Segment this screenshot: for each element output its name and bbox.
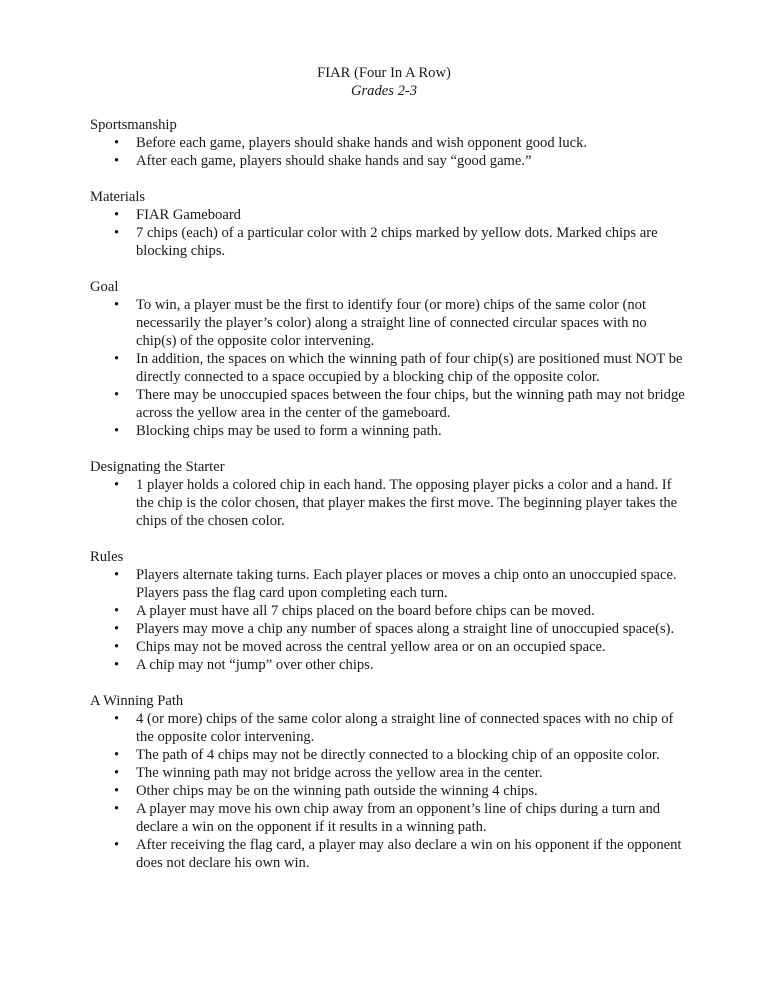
- section: [90, 188, 690, 260]
- section: [90, 548, 690, 674]
- list-item: • Blocking chips may be used to form a winning path.: [90, 422, 690, 440]
- list-item: • Chips may not be moved across the central yellow area or on an occupied space.: [90, 638, 690, 656]
- section: [90, 116, 690, 170]
- list-item: • Players alternate taking turns. Each player places or moves a chip onto an unoccupied space. Players pass the flag card upon completing each turn.: [90, 566, 690, 602]
- section-heading: Materials: [90, 189, 146, 205]
- list-item: • FIAR Gameboard: [90, 206, 690, 224]
- list-item: • A chip may not “jump” over other chips.: [90, 656, 690, 674]
- section: [90, 692, 690, 872]
- section: [90, 458, 690, 530]
- bullet-list: [90, 134, 690, 170]
- list-item: • There may be unoccupied spaces between the four chips, but the winning path may not bridge across the yellow area in the center of the gameboard.: [90, 386, 690, 422]
- section-heading: Rules: [90, 549, 124, 565]
- bullet-list: [90, 476, 690, 530]
- list-item: • After receiving the flag card, a player may also declare a win on his opponent if the opponent does not declare his own win.: [90, 836, 690, 872]
- list-item: • 7 chips (each) of a particular color with 2 chips marked by yellow dots. Marked chips are blocking chips.: [90, 224, 690, 260]
- section-heading: A Winning Path: [90, 693, 184, 709]
- list-item: • In addition, the spaces on which the winning path of four chip(s) are positioned must NOT be directly connected to a space occupied by a blocking chip of the opposite color.: [90, 350, 690, 386]
- list-item: • 1 player holds a colored chip in each hand. The opposing player picks a color and a hand. If the chip is the color chosen, that player makes the first move. The beginning player takes the chips of the chosen color.: [90, 476, 690, 530]
- title-block: [0, 64, 768, 100]
- section-heading: Sportsmanship: [90, 117, 177, 133]
- bullet-list: [90, 566, 690, 674]
- list-item: • Other chips may be on the winning path outside the winning 4 chips.: [90, 782, 690, 800]
- list-item: • A player may move his own chip away from an opponent’s line of chips during a turn and declare a win on the opponent if it results in a winning path.: [90, 800, 690, 836]
- document-body: [90, 116, 690, 890]
- list-item: • After each game, players should shake hands and say “good game.”: [90, 152, 690, 170]
- list-item: • To win, a player must be the first to identify four (or more) chips of the same color (not necessarily the player’s color) along a straight line of connected circular spaces with no chip(s) of the opposite color intervening.: [90, 296, 690, 350]
- list-item: • Players may move a chip any number of spaces along a straight line of unoccupied space(s).: [90, 620, 690, 638]
- list-item: • A player must have all 7 chips placed on the board before chips can be moved.: [90, 602, 690, 620]
- list-item: • Before each game, players should shake hands and wish opponent good luck.: [90, 134, 690, 152]
- bullet-list: [90, 296, 690, 440]
- section-heading: Goal: [90, 279, 119, 295]
- section-heading: Designating the Starter: [90, 459, 225, 475]
- section: [90, 278, 690, 440]
- bullet-list: [90, 710, 690, 872]
- document-title: FIAR (Four In A Row): [317, 65, 451, 81]
- list-item: • 4 (or more) chips of the same color along a straight line of connected spaces with no chip of the opposite color intervening.: [90, 710, 690, 746]
- bullet-list: [90, 206, 690, 260]
- list-item: • The winning path may not bridge across the yellow area in the center.: [90, 764, 690, 782]
- document-subtitle: Grades 2-3: [350, 83, 418, 99]
- list-item: • The path of 4 chips may not be directly connected to a blocking chip of an opposite color.: [90, 746, 690, 764]
